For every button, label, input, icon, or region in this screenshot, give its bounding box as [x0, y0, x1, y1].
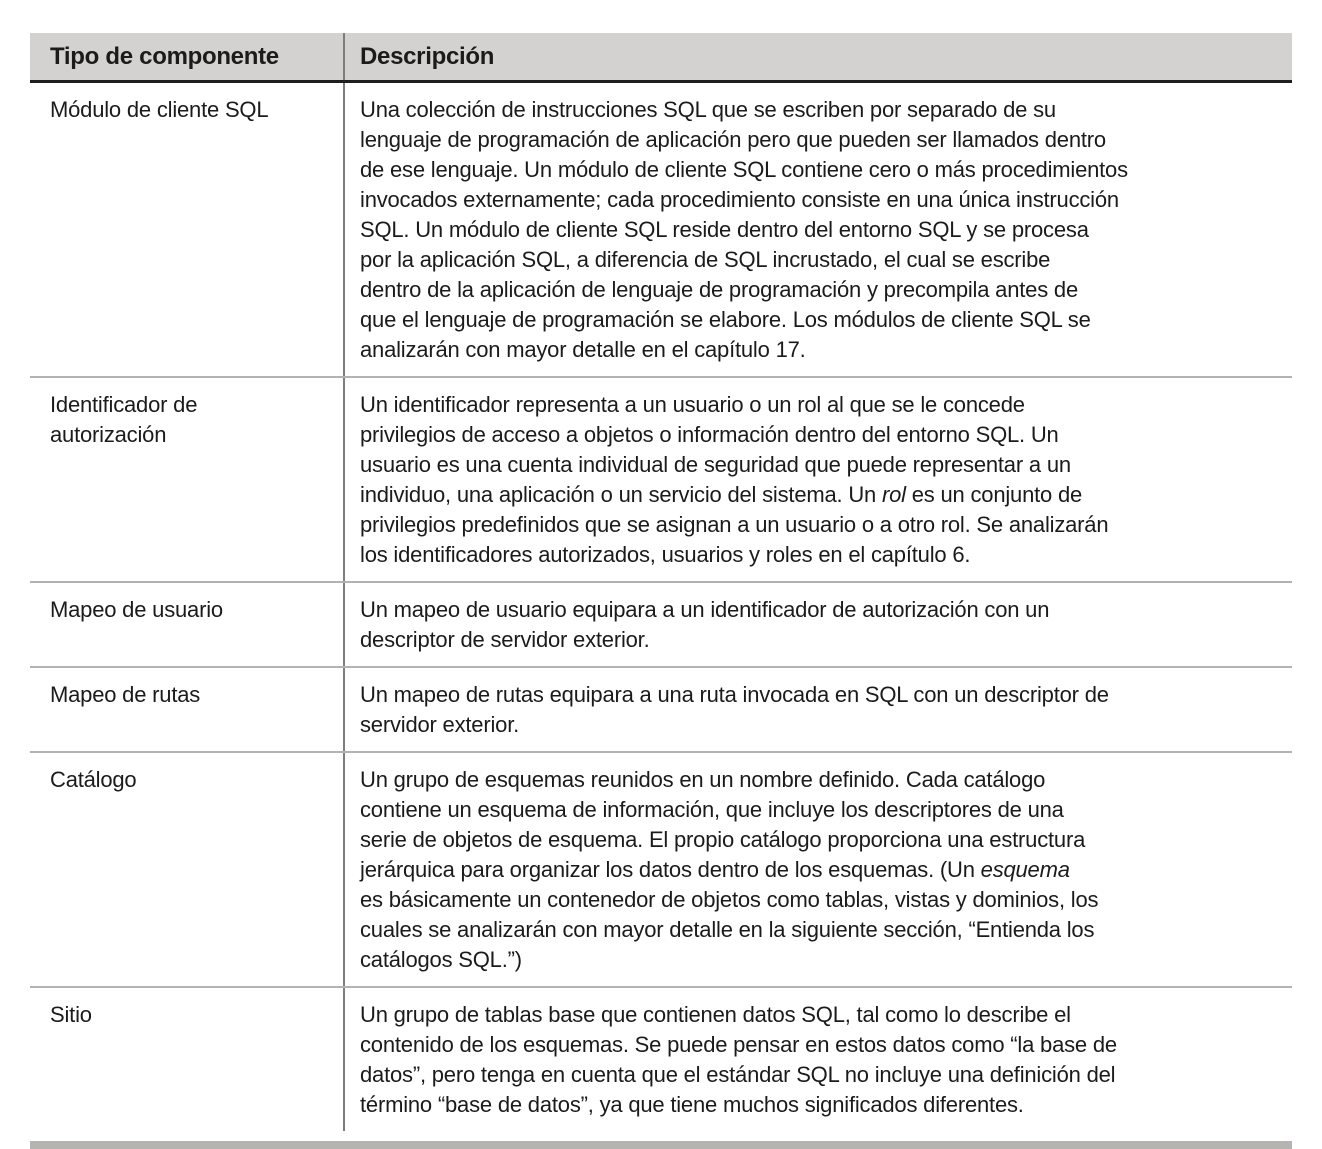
component-name: Mapeo de usuario: [50, 597, 223, 622]
component-description: Una colección de instrucciones SQL que se escriben por separado de su lenguaje de programación de aplicación pero que pueden ser llamados dentro de ese lenguaje. Un módulo de cliente SQL contiene cero o más procedimientos invocados externamente; cada procedimiento consiste en una única instrucción SQL. Un módulo de cliente SQL reside dentro del entorno SQL y se procesa por la aplicación SQL, a diferencia de SQL incrustado, el cual se escribe dentro de la aplicación de lenguaje de programación y precompila antes de que el lenguaje de programación se elabore. Los módulos de cliente SQL se analizarán con mayor detalle en el capítulo 17.: [343, 83, 1292, 376]
component-name: Identificador de autorización: [50, 392, 198, 447]
component-name: Mapeo de rutas: [50, 682, 201, 707]
table-row-mapeo-usuario: [30, 581, 1292, 666]
table-row-catalogo: [30, 751, 1292, 986]
component-description: Un mapeo de rutas equipara a una ruta invocada en SQL con un descriptor de servidor exterior.: [343, 668, 1292, 751]
component-name: Catálogo: [50, 767, 137, 792]
table-row-mapeo-rutas: [30, 666, 1292, 751]
component-description: Un identificador representa a un usuario o un rol al que se le concede privilegios de acceso a objetos o información dentro del entorno SQL. Un usuario es una cuenta individual de seguridad que puede representar a un individuo, una aplicación o un servicio del sistema. Un rol es un conjunto de privilegios predefinidos que se asignan a un usuario o a otro rol. Se analizarán los identificadores autorizados, usuarios y roles en el capítulo 6.: [343, 378, 1292, 581]
component-name: Sitio: [50, 1002, 92, 1027]
table-row-sitio: [30, 986, 1292, 1131]
component-description: Un grupo de esquemas reunidos en un nombre definido. Cada catálogo contiene un esquema de información, que incluye los descriptores de una serie de objetos de esquema. El propio catálogo proporciona una estructura jerárquica para organizar los datos dentro de los esquemas. (Un esquema es básicamente un contenedor de objetos como tablas, vistas y dominios, los cuales se analizarán con mayor detalle en la siguiente sección, “Entienda los catálogos SQL.”): [343, 753, 1292, 986]
component-description: Un mapeo de usuario equipara a un identificador de autorización con un descriptor de servidor exterior.: [343, 583, 1292, 666]
table-row-identificador-autorizacion: [30, 376, 1292, 581]
column-header-component-type: Tipo de componente: [50, 43, 279, 70]
table-bottom-rule: [30, 1141, 1292, 1149]
column-header-description: Descripción: [343, 33, 1292, 80]
component-name: Módulo de cliente SQL: [50, 97, 269, 122]
component-description: Un grupo de tablas base que contienen datos SQL, tal como lo describe el contenido de los esquemas. Se puede pensar en estos datos como “la base de datos”, pero tenga en cuenta que el estándar SQL no incluye una definición del término “base de datos”, ya que tiene muchos significados diferentes.: [343, 988, 1292, 1131]
table-row-modulo-cliente-sql: [30, 83, 1292, 376]
sql-components-table: [30, 33, 1292, 1149]
table-header-row: [30, 33, 1292, 83]
